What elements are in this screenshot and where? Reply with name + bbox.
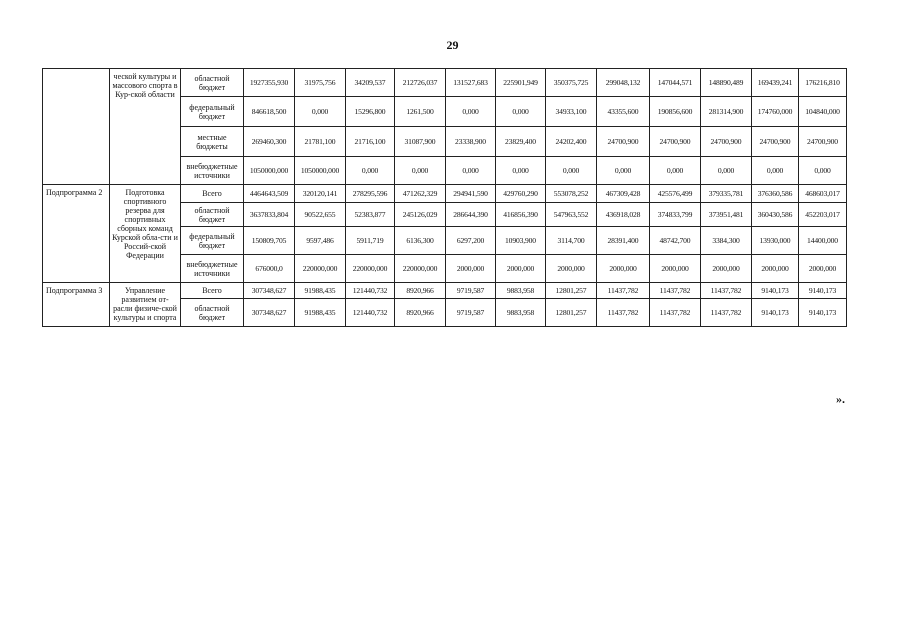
amount-cell: 31087,900 (395, 127, 446, 157)
amount-cell: 23338,900 (446, 127, 496, 157)
amount-cell: 374833,799 (650, 203, 701, 227)
amount-cell: 220000,000 (395, 255, 446, 283)
amount-cell: 0,000 (799, 157, 847, 185)
amount-cell: 0,000 (546, 157, 597, 185)
funding-source-cell: местные бюджеты (181, 127, 244, 157)
amount-cell: 245126,029 (395, 203, 446, 227)
amount-cell: 350375,725 (546, 69, 597, 97)
amount-cell: 2000,000 (546, 255, 597, 283)
amount-cell: 3637833,804 (244, 203, 295, 227)
amount-cell: 174760,000 (752, 97, 799, 127)
amount-cell: 104840,000 (799, 97, 847, 127)
end-quote-mark: ». (836, 392, 845, 406)
amount-cell: 34933,100 (546, 97, 597, 127)
amount-cell: 0,000 (650, 157, 701, 185)
amount-cell: 48742,700 (650, 227, 701, 255)
amount-cell: 24700,900 (597, 127, 650, 157)
amount-cell: 0,000 (701, 157, 752, 185)
amount-cell: 846618,500 (244, 97, 295, 127)
amount-cell: 6136,300 (395, 227, 446, 255)
amount-cell: 24700,900 (701, 127, 752, 157)
amount-cell: 9140,173 (752, 299, 799, 327)
amount-cell: 4464643,509 (244, 185, 295, 203)
amount-cell: 294941,590 (446, 185, 496, 203)
amount-cell: 0,000 (496, 157, 546, 185)
amount-cell: 147044,571 (650, 69, 701, 97)
amount-cell: 34209,537 (346, 69, 395, 97)
amount-cell: 2000,000 (597, 255, 650, 283)
funding-source-cell: федеральный бюджет (181, 227, 244, 255)
amount-cell: 11437,782 (701, 299, 752, 327)
amount-cell: 9597,486 (295, 227, 346, 255)
amount-cell: 0,000 (295, 97, 346, 127)
amount-cell: 3114,700 (546, 227, 597, 255)
amount-cell: 24202,400 (546, 127, 597, 157)
amount-cell: 1927355,930 (244, 69, 295, 97)
amount-cell: 24700,900 (650, 127, 701, 157)
amount-cell: 11437,782 (597, 283, 650, 299)
amount-cell: 212726,037 (395, 69, 446, 97)
amount-cell: 471262,329 (395, 185, 446, 203)
amount-cell: 429760,290 (496, 185, 546, 203)
table-row (43, 283, 847, 299)
amount-cell: 12801,257 (546, 299, 597, 327)
funding-source-cell: федеральный бюджет (181, 97, 244, 127)
amount-cell: 9719,587 (446, 299, 496, 327)
amount-cell: 131527,683 (446, 69, 496, 97)
amount-cell: 121440,732 (346, 283, 395, 299)
amount-cell: 320120,141 (295, 185, 346, 203)
amount-cell: 8920,966 (395, 283, 446, 299)
table-row (43, 185, 847, 203)
amount-cell: 91988,435 (295, 283, 346, 299)
funding-source-cell: Всего (181, 283, 244, 299)
amount-cell: 9883,958 (496, 283, 546, 299)
amount-cell: 220000,000 (346, 255, 395, 283)
amount-cell: 379335,781 (701, 185, 752, 203)
amount-cell: 11437,782 (597, 299, 650, 327)
amount-cell: 11437,782 (701, 283, 752, 299)
page-number: 29 (446, 38, 459, 52)
amount-cell: 2000,000 (701, 255, 752, 283)
amount-cell: 1050000,000 (295, 157, 346, 185)
amount-cell: 14400,000 (799, 227, 847, 255)
amount-cell: 9140,173 (752, 283, 799, 299)
amount-cell: 24700,900 (799, 127, 847, 157)
amount-cell: 452203,017 (799, 203, 847, 227)
amount-cell: 28391,400 (597, 227, 650, 255)
amount-cell: 5911,719 (346, 227, 395, 255)
funding-source-cell: областной бюджет (181, 299, 244, 327)
amount-cell: 676000,0 (244, 255, 295, 283)
amount-cell: 2000,000 (650, 255, 701, 283)
amount-cell: 0,000 (395, 157, 446, 185)
amount-cell: 416856,390 (496, 203, 546, 227)
amount-cell: 2000,000 (446, 255, 496, 283)
program-cell: Подпрограмма 3 (43, 283, 110, 327)
amount-cell: 0,000 (346, 157, 395, 185)
table-body (43, 69, 847, 327)
amount-cell: 468603,017 (799, 185, 847, 203)
funding-source-cell: областной бюджет (181, 203, 244, 227)
amount-cell: 0,000 (597, 157, 650, 185)
amount-cell: 43355,600 (597, 97, 650, 127)
amount-cell: 0,000 (446, 97, 496, 127)
amount-cell: 2000,000 (752, 255, 799, 283)
table-row (43, 69, 847, 97)
amount-cell: 225901,949 (496, 69, 546, 97)
amount-cell: 8920,966 (395, 299, 446, 327)
program-cell: Подпрограмма 2 (43, 185, 110, 283)
amount-cell: 23829,400 (496, 127, 546, 157)
amount-cell: 24700,900 (752, 127, 799, 157)
amount-cell: 15296,800 (346, 97, 395, 127)
amount-cell: 299048,132 (597, 69, 650, 97)
subprogram-name-cell: Управление развитием от-расли физиче-ской культуры и спорта (110, 283, 181, 327)
budget-table (42, 68, 847, 327)
amount-cell: 360430,586 (752, 203, 799, 227)
amount-cell: 91988,435 (295, 299, 346, 327)
amount-cell: 307348,627 (244, 299, 295, 327)
amount-cell: 90522,655 (295, 203, 346, 227)
subprogram-name-cell: ческой культуры и массового спорта в Кур-ской области (110, 69, 181, 185)
amount-cell: 467309,428 (597, 185, 650, 203)
amount-cell: 281314,900 (701, 97, 752, 127)
amount-cell: 21716,100 (346, 127, 395, 157)
amount-cell: 121440,732 (346, 299, 395, 327)
amount-cell: 0,000 (496, 97, 546, 127)
amount-cell: 11437,782 (650, 299, 701, 327)
amount-cell: 547963,552 (546, 203, 597, 227)
amount-cell: 278295,596 (346, 185, 395, 203)
amount-cell: 10903,900 (496, 227, 546, 255)
amount-cell: 0,000 (446, 157, 496, 185)
amount-cell: 13930,000 (752, 227, 799, 255)
amount-cell: 52383,877 (346, 203, 395, 227)
amount-cell: 436918,028 (597, 203, 650, 227)
amount-cell: 286644,390 (446, 203, 496, 227)
amount-cell: 150809,705 (244, 227, 295, 255)
amount-cell: 307348,627 (244, 283, 295, 299)
amount-cell: 12801,257 (546, 283, 597, 299)
amount-cell: 176216,810 (799, 69, 847, 97)
amount-cell: 2000,000 (496, 255, 546, 283)
amount-cell: 373951,481 (701, 203, 752, 227)
amount-cell: 21781,100 (295, 127, 346, 157)
amount-cell: 1261,500 (395, 97, 446, 127)
amount-cell: 2000,000 (799, 255, 847, 283)
amount-cell: 1050000,000 (244, 157, 295, 185)
amount-cell: 148890,489 (701, 69, 752, 97)
amount-cell: 190856,600 (650, 97, 701, 127)
amount-cell: 6297,200 (446, 227, 496, 255)
amount-cell: 376360,586 (752, 185, 799, 203)
funding-source-cell: внебюджетные источники (181, 255, 244, 283)
amount-cell: 9719,587 (446, 283, 496, 299)
amount-cell: 169439,241 (752, 69, 799, 97)
amount-cell: 269460,300 (244, 127, 295, 157)
amount-cell: 553078,252 (546, 185, 597, 203)
amount-cell: 0,000 (752, 157, 799, 185)
amount-cell: 425576,499 (650, 185, 701, 203)
amount-cell: 9140,173 (799, 283, 847, 299)
amount-cell: 11437,782 (650, 283, 701, 299)
amount-cell: 31975,756 (295, 69, 346, 97)
amount-cell: 9140,173 (799, 299, 847, 327)
funding-source-cell: областной бюджет (181, 69, 244, 97)
amount-cell: 9883,958 (496, 299, 546, 327)
amount-cell: 3384,300 (701, 227, 752, 255)
subprogram-name-cell: Подготовка спортивного резерва для спортивных сборных команд Курской обла-сти и Россий-ской Федерации (110, 185, 181, 283)
amount-cell: 220000,000 (295, 255, 346, 283)
funding-source-cell: Всего (181, 185, 244, 203)
program-cell (43, 69, 110, 185)
funding-source-cell: внебюджетные источники (181, 157, 244, 185)
